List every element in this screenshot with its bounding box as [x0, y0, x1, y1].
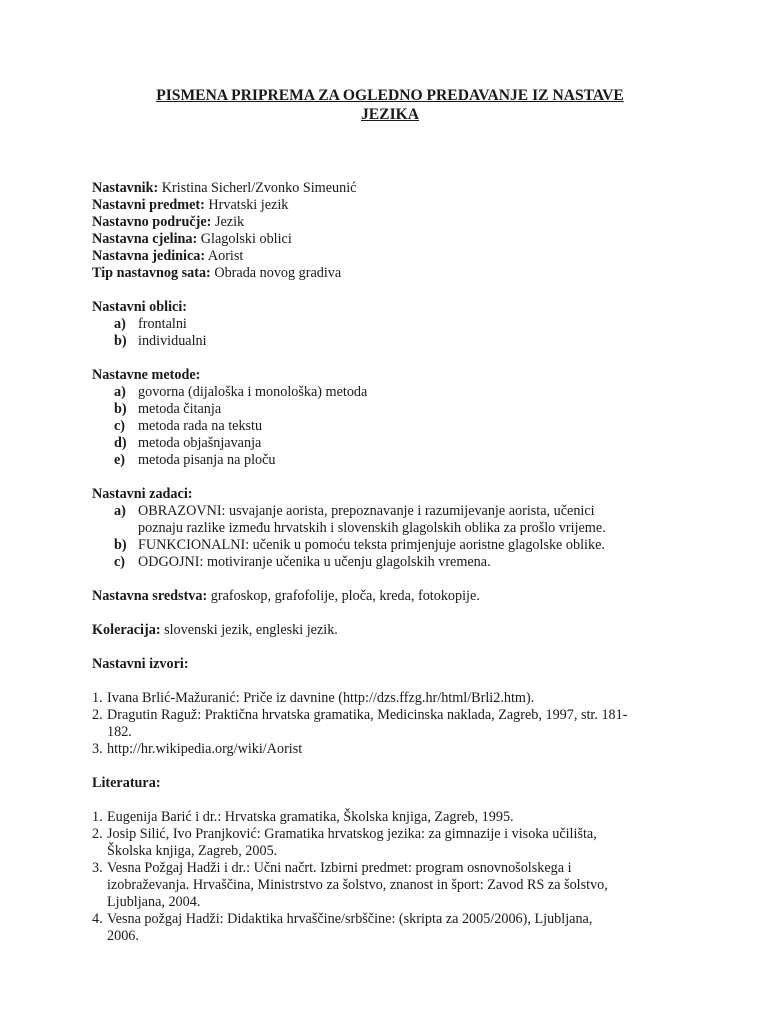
section-heading: Nastavni zadaci:	[92, 486, 193, 502]
list-item: 1. Ivana Brlić-Mažuranić: Priče iz davnine (http://dzs.ffzg.hr/html/Brli2.htm).	[92, 690, 535, 706]
title-line-1: PISMENA PRIPREMA ZA OGLEDNO PREDAVANJE IZ NASTAVE	[156, 87, 624, 104]
section-heading: Nastavni izvori:	[92, 656, 189, 672]
list-item: e) metoda pisanja na ploču	[114, 452, 276, 468]
section-literatura	[92, 775, 682, 945]
list-item: d) metoda objašnjavanja	[114, 435, 262, 451]
info-teacher: Nastavnik: Kristina Sicherl/Zvonko Simeunić	[92, 180, 357, 196]
list-item: c) metoda rada na tekstu	[114, 418, 263, 434]
list-item: 2. Josip Silić, Ivo Pranjković: Gramatika hrvatskog jezika: za gimnazije i visoka učilišta, Školska knjiga, Zagreb, 2005.	[92, 826, 597, 859]
list-item: b) individualni	[114, 333, 207, 349]
document-title	[92, 86, 682, 124]
list-item: a) govorna (dijaloška i monološka) metoda	[114, 384, 368, 400]
section-heading: Nastavne metode:	[92, 367, 201, 383]
section-zadaci	[92, 486, 682, 571]
list-item: a) frontalni	[114, 316, 187, 332]
list-item: 4. Vesna požgaj Hadži: Didaktika hrvaščine/srbščine: (skripta za 2005/2006), Ljubljana, 2006.	[92, 911, 593, 944]
section-metode	[92, 367, 682, 469]
info-area: Nastavno područje: Jezik	[92, 214, 245, 230]
info-unit: Nastavna cjelina: Glagolski oblici	[92, 231, 292, 247]
list-item: 2. Dragutin Raguž: Praktična hrvatska gramatika, Medicinska naklada, Zagreb, 1997, str. 181- 182.	[92, 707, 628, 740]
list-item: b) metoda čitanja	[114, 401, 222, 417]
list-item: 3. http://hr.wikipedia.org/wiki/Aorist	[92, 741, 303, 757]
info-lesson-type: Tip nastavnog sata: Obrada novog gradiva	[92, 265, 342, 281]
section-izvori	[92, 656, 682, 758]
document-page	[92, 86, 682, 945]
info-block	[92, 180, 682, 282]
list-item: 3. Vesna Požgaj Hadži i dr.: Učni načrt. Izbirni predmet: program osnovnošolskega i izobraževanja. Hrvaščina, Ministrstvo za šolstvo, znanost in šport: Zavod RS za šolstvo, Ljubljana, 2004.	[92, 860, 608, 910]
list-item: a) OBRAZOVNI: usvajanje aorista, prepoznavanje i razumijevanje aorista, učenici poznaju razlike između hrvatskih i slovenskih glagolskih oblika za prošlo vrijeme.	[114, 503, 606, 536]
section-heading: Nastavni oblici:	[92, 299, 187, 315]
section-koleracija: Koleracija: slovenski jezik, engleski jezik.	[92, 622, 338, 638]
title-line-2: JEZIKA	[360, 106, 420, 123]
section-heading: Literatura:	[92, 775, 161, 791]
section-sredstva: Nastavna sredstva: grafoskop, grafofolije, ploča, kreda, fotokopije.	[92, 588, 480, 604]
info-lesson: Nastavna jedinica: Aorist	[92, 248, 244, 264]
list-item: c) ODGOJNI: motiviranje učenika u učenju glagolskih vremena.	[114, 554, 491, 570]
list-item: b) FUNKCIONALNI: učenik u pomoću teksta primjenjuje aoristne glagolske oblike.	[114, 537, 605, 553]
list-item: 1. Eugenija Barić i dr.: Hrvatska gramatika, Školska knjiga, Zagreb, 1995.	[92, 809, 514, 825]
section-oblici	[92, 299, 682, 350]
info-subject: Nastavni predmet: Hrvatski jezik	[92, 197, 289, 213]
